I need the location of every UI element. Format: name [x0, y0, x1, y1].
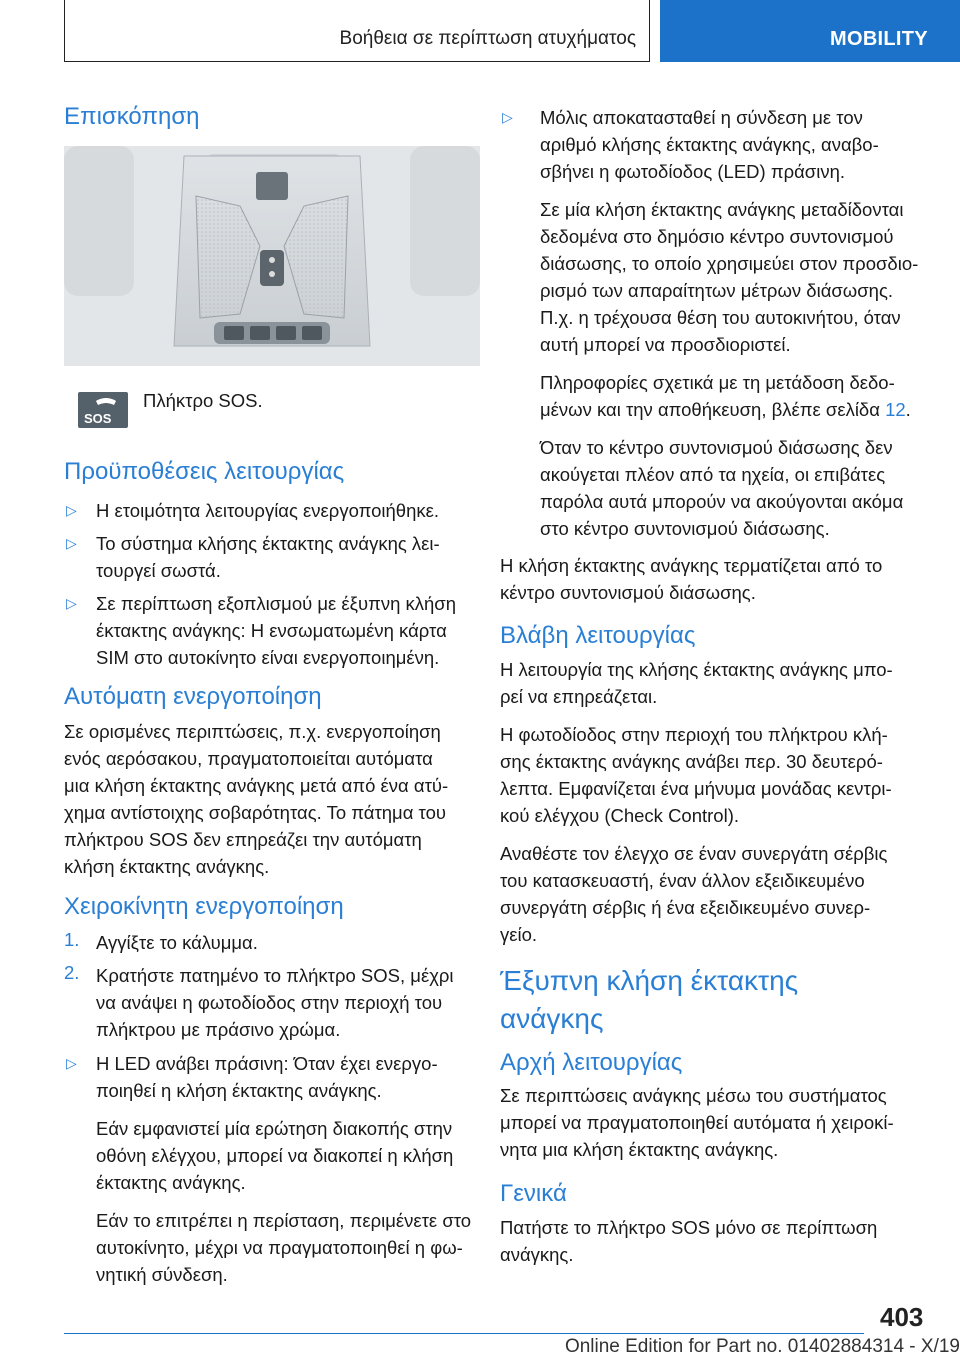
- prereq-heading: Προϋποθέσεις λειτουργίας: [64, 458, 345, 485]
- page-number: 403: [880, 1302, 924, 1332]
- prereq-item-2-line-1: Το σύστημα κλήσης έκτακτης ανάγκης λει-: [96, 533, 440, 554]
- principle-heading: Αρχή λειτουργίας: [500, 1049, 683, 1076]
- led-p1-line: έκτακτης ανάγκης.: [96, 1172, 246, 1193]
- general-heading: Γενικά: [500, 1180, 567, 1207]
- end-call-line: κέντρο συντονισμού διάσωσης.: [500, 582, 756, 603]
- prereq-item-3-line-1: Σε περίπτωση εξοπλισμού με έξυπνη κλήση: [96, 593, 457, 614]
- step-number: 2.: [64, 962, 80, 983]
- end-call-line: Η κλήση έκτακτης ανάγκης τερματίζεται από το: [500, 555, 883, 576]
- sos-button-icon: [78, 392, 128, 428]
- sos-caption: Πλήκτρο SOS.: [143, 390, 263, 411]
- conn-bullet-line: αριθμό κλήσης έκτακτης ανάγκης, αναβο-: [540, 134, 879, 155]
- step-2-line-2: να ανάψει η φωτοδίοδος στην περιοχή του: [96, 992, 443, 1013]
- data-transfer-line: Π.χ. η τρέχουσα θέση του αυτοκινήτου, όταν: [540, 307, 901, 328]
- roof-console-illustration: [64, 146, 480, 366]
- auto-heading: Αυτόματη ενεργοποίηση: [64, 683, 322, 710]
- fault-heading: Βλάβη λειτουργίας: [500, 622, 696, 649]
- info-line: Πληροφορίες σχετικά με τη μετάδοση δεδο-: [540, 372, 895, 393]
- led-bullet-line-2: ποιηθεί η κλήση έκτακτης ανάγκης.: [96, 1080, 382, 1101]
- fault-p3-line: συνεργάτη σέρβις ή ένα εξειδικευμένο συνερ-: [500, 897, 871, 918]
- principle-line: νητα μια κλήση έκτακτης ανάγκης.: [500, 1139, 779, 1160]
- bullet-icon: ▷: [502, 109, 513, 125]
- fault-p3-line: του κατασκευαστή, έναν άλλον εξειδικευμένο: [500, 870, 865, 891]
- data-transfer-line: αυτή μπορεί να προσδιοριστεί.: [540, 334, 791, 355]
- fault-p3-line: Αναθέστε τον έλεγχο σε έναν συνεργάτη σέρβις: [500, 843, 888, 864]
- auto-text-line: μια κλήση έκτακτης ανάγκης μετά από ένα ατύ-: [64, 775, 449, 796]
- led-p1-line: Εάν εμφανιστεί μία ερώτηση διακοπής στην: [96, 1118, 453, 1139]
- smart-call-heading-line-1: Έξυπνη κλήση έκτακτης: [500, 965, 799, 996]
- auto-text-line: Σε ορισμένες περιπτώσεις, π.χ. ενεργοποίηση: [64, 721, 441, 742]
- audio-line: Όταν το κέντρο συντονισμού διάσωσης δεν: [540, 437, 893, 458]
- page-link[interactable]: 12: [885, 399, 906, 420]
- chapter-title: Βοήθεια σε περίπτωση ατυχήματος: [339, 28, 636, 49]
- fault-p1-line: ρεί να επηρεάζεται.: [500, 686, 658, 707]
- data-transfer-line: Σε μία κλήση έκτακτης ανάγκης μεταδίδονται: [540, 199, 904, 220]
- led-p2-line: νητική σύνδεση.: [96, 1264, 228, 1285]
- audio-line: ακούγεται πλέον από τα ηχεία, οι επιβάτες: [540, 464, 886, 485]
- section-tab-label: MOBILITY: [830, 28, 928, 50]
- section-tab: [660, 0, 960, 62]
- prereq-item-1: Η ετοιμότητα λειτουργίας ενεργοποιήθηκε.: [96, 500, 439, 521]
- svg-text:SOS: SOS: [84, 411, 112, 426]
- fault-p1-line: Η λειτουργία της κλήσης έκτακτης ανάγκης μπο-: [500, 659, 893, 680]
- auto-text-line: κλήση έκτακτης ανάγκης.: [64, 856, 270, 877]
- data-transfer-line: διάσωσης, το οποίο χρησιμεύει στον προσδιο-: [540, 253, 919, 274]
- step-2-line-3: πλήκτρου με πράσινο χρώμα.: [96, 1019, 341, 1040]
- data-transfer-line: ρισμό των απαραίτητων μέτρων διάσωσης.: [540, 280, 894, 301]
- data-transfer-line: δεδομένα στο δημόσιο κέντρο συντονισμού: [540, 226, 894, 247]
- auto-text-line: πλήκτρου SOS δεν επηρεάζει την αυτόματη: [64, 829, 422, 850]
- smart-call-heading-line-2: ανάγκης: [500, 1003, 604, 1034]
- audio-line: στο κέντρο συντονισμού διάσωσης.: [540, 518, 830, 539]
- prereq-item-3-line-2: έκτακτης ανάγκης: Η ενσωματωμένη κάρτα: [96, 620, 447, 641]
- bullet-icon: ▷: [66, 595, 77, 611]
- bullet-icon: ▷: [66, 535, 77, 551]
- manual-heading: Χειροκίνητη ενεργοποίηση: [64, 893, 344, 920]
- footer-edition: Online Edition for Part no. 01402884314 - X/19: [564, 1336, 960, 1357]
- auto-text-line: χημα αντίστοιχης σοβαρότητας. Το πάτημα του: [64, 802, 447, 823]
- led-bullet-line-1: Η LED ανάβει πράσινη: Όταν έχει ενεργο-: [96, 1053, 438, 1074]
- general-line: Πατήστε το πλήκτρο SOS μόνο σε περίπτωση: [500, 1217, 878, 1238]
- led-p2-line: Εάν το επιτρέπει η περίσταση, περιμένετε στο: [96, 1210, 472, 1231]
- led-p2-line: αυτοκίνητο, μέχρι να πραγματοποιηθεί η φω-: [96, 1237, 463, 1258]
- info-line-with-link: μένων και την αποθήκευση, βλέπε σελίδα 12.: [540, 399, 911, 420]
- conn-bullet-line: σβήνει η φωτοδίοδος (LED) πράσινη.: [540, 161, 846, 182]
- fault-p2-line: κού ελέγχου (Check Control).: [500, 805, 740, 826]
- fault-p3-line: γείο.: [500, 924, 538, 945]
- general-line: ανάγκης.: [500, 1244, 574, 1265]
- conn-bullet-line: Μόλις αποκατασταθεί η σύνδεση με τον: [540, 107, 863, 128]
- prereq-item-3-line-3: SIM στο αυτοκίνητο είναι ενεργοποιημένη.: [96, 647, 440, 668]
- footer-divider: [64, 1333, 864, 1334]
- fault-p2-line: λεπτα. Εμφανίζεται ένα μήνυμα μονάδας κεντρι-: [500, 778, 892, 799]
- fault-p2-line: Η φωτοδίοδος στην περιοχή του πλήκτρου κλή-: [500, 724, 888, 745]
- principle-line: Σε περιπτώσεις ανάγκης μέσω του συστήματος: [500, 1085, 887, 1106]
- overview-heading: Επισκόπηση: [64, 103, 200, 130]
- step-number: 1.: [64, 929, 80, 950]
- principle-line: μπορεί να πραγματοποιηθεί αυτόματα ή χειροκί-: [500, 1112, 894, 1133]
- led-p1-line: οθόνη ελέγχου, μπορεί να διακοπεί η κλήση: [96, 1145, 454, 1166]
- prereq-item-2-line-2: τουργεί σωστά.: [96, 560, 221, 581]
- auto-text-line: ενός αερόσακου, πραγματοποιείται αυτόματα: [64, 748, 433, 769]
- bullet-icon: ▷: [66, 502, 77, 518]
- roof-console-image: [64, 146, 480, 366]
- fault-p2-line: σης έκτακτης ανάγκης ανάβει περ. 30 δευτερό-: [500, 751, 883, 772]
- step-2-line-1: Κρατήστε πατημένο το πλήκτρο SOS, μέχρι: [96, 965, 454, 986]
- bullet-icon: ▷: [66, 1055, 77, 1071]
- step-1-text: Αγγίξτε το κάλυμμα.: [96, 932, 258, 953]
- audio-line: παρόλα αυτά μπορούν να ακούγονται ακόμα: [540, 491, 904, 512]
